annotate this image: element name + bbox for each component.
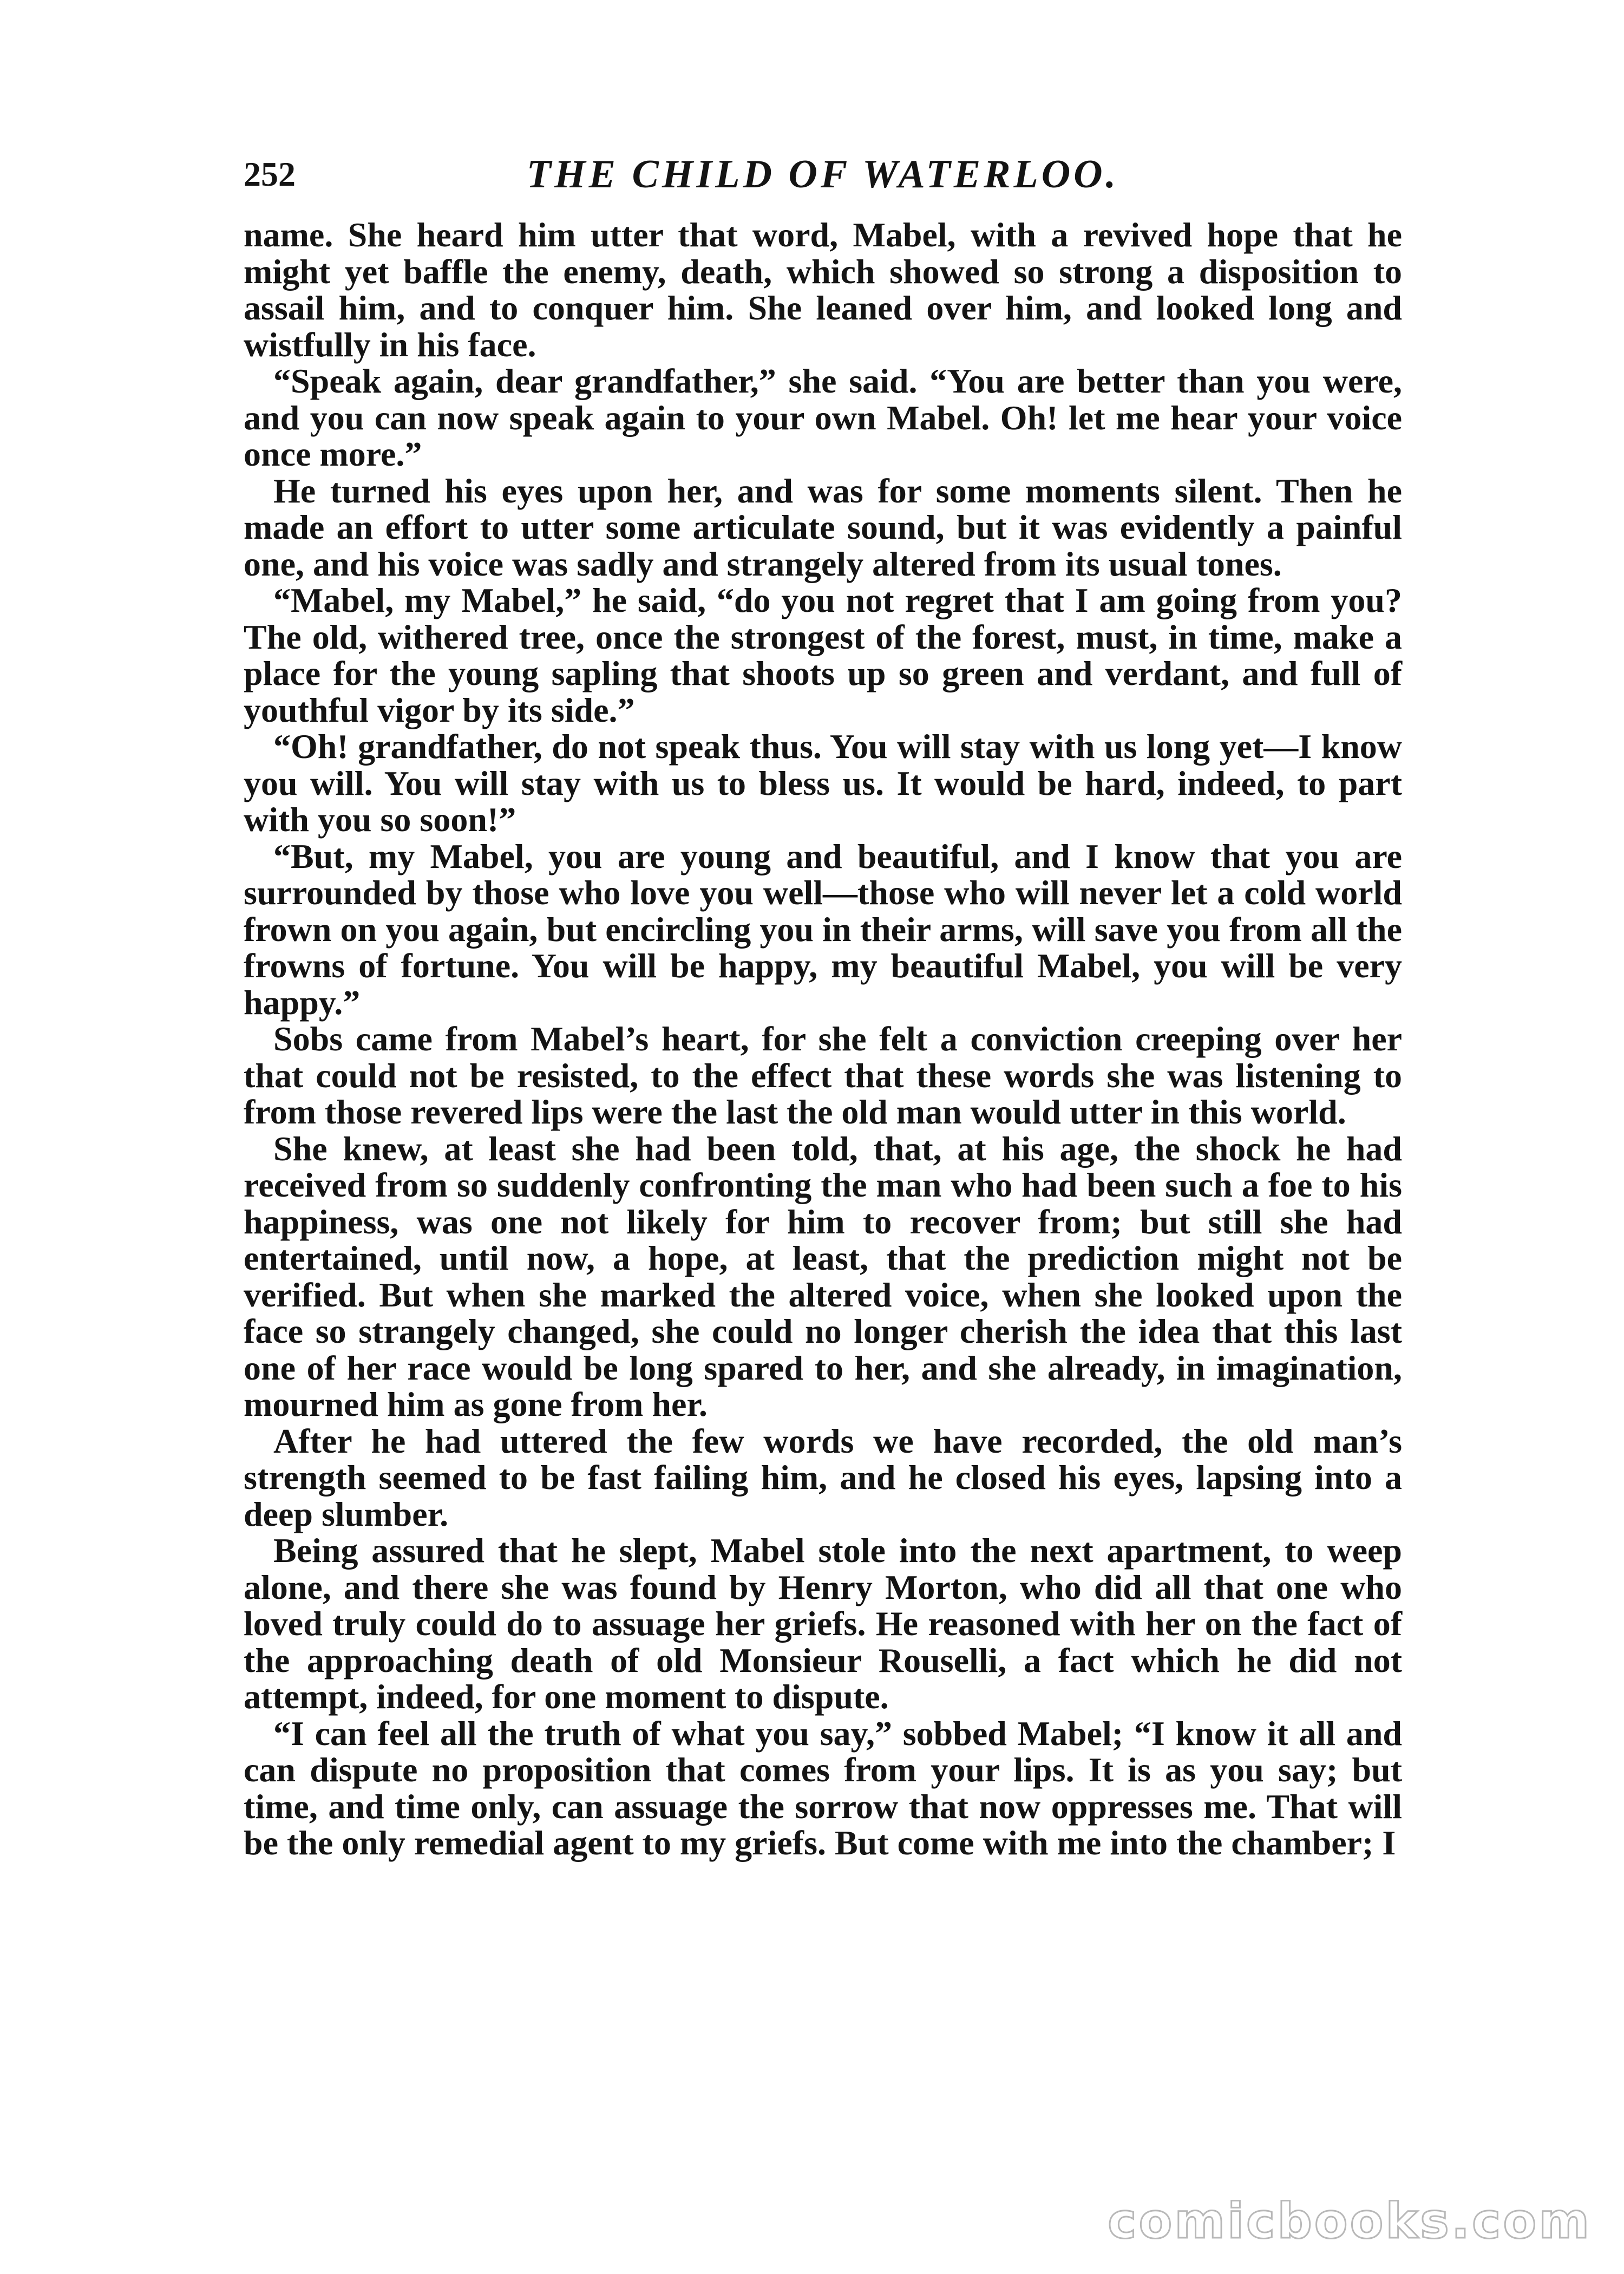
- paragraph: “I can feel all the truth of what you say,” sobbed Mabel; “I know it all and can dispute no proposition that comes from your lips. It is as you say; but time, and time only, can assuage the sorrow that now oppresses me. That will be the only remedial agent to my griefs. But come with me into the chamber; I: [244, 1714, 1402, 1862]
- paragraph: “But, my Mabel, you are young and beautiful, and I know that you are surrounded by those who love you well—those who will never let a cold world frown on you again, but encircling you in their arms, will save you from all the frowns of fortune. You will be happy, my beautiful Mabel, you will be very happy.”: [244, 837, 1402, 1022]
- paragraph: Being assured that he slept, Mabel stole into the next apartment, to weep alone, and there she was found by Henry Morton, who did all that one who loved truly could do to assuage her griefs. He reasoned with her on the fact of the approaching death of old Monsieur Rouselli, a fact which he did not attempt, indeed, for one moment to dispute.: [244, 1531, 1402, 1716]
- body-text: [244, 217, 1402, 1861]
- paragraph: Sobs came from Mabel’s heart, for she felt a conviction creeping over her that could not be resisted, to the effect that these words she was listening to from those revered lips were the last the old man would utter in this world.: [244, 1020, 1402, 1131]
- paragraph: After he had uttered the few words we have recorded, the old man’s strength seemed to be fast failing him, and he closed his eyes, lapsing into a deep slumber.: [244, 1421, 1402, 1533]
- paragraph: “Mabel, my Mabel,” he said, “do you not regret that I am going from you? The old, withered tree, once the strongest of the forest, must, in time, make a place for the young sapling that shoots up so green and verdant, and full of youthful vigor by its side.”: [244, 581, 1402, 729]
- paragraph: He turned his eyes upon her, and was for some moments silent. Then he made an effort to utter some articulate sound, but it was evidently a painful one, and his voice was sadly and strangely altered from its usual tones.: [244, 471, 1402, 583]
- page-number: 252: [244, 155, 296, 193]
- paragraph: She knew, at least she had been told, that, at his age, the shock he had received from so suddenly confronting the man who had been such a foe to his happiness, was one not likely for him to recover from; but still she had entertained, until now, a hope, at least, that the prediction might not be verified. But when she marked the altered voice, when she looked upon the face so strangely changed, she could no longer cherish the idea that this last one of her race would be long spared to her, and she already, in imagination, mourned him as gone from her.: [244, 1129, 1402, 1423]
- paragraph: “Oh! grandfather, do not speak thus. You will stay with us long yet—I know you will. You will stay with us to bless us. It would be hard, indeed, to part with you so soon!”: [244, 727, 1402, 839]
- book-page: [244, 146, 1402, 2149]
- site-watermark: comicbooks.com: [1108, 2193, 1592, 2250]
- paragraph: “Speak again, dear grandfather,” she said. “You are better than you were, and you can now speak again to your own Mabel. Oh! let me hear your voice once more.”: [244, 362, 1402, 473]
- running-title: THE CHILD OF WATERLOO.: [526, 152, 1119, 197]
- running-head: [244, 146, 1402, 206]
- paragraph: name. She heard him utter that word, Mabel, with a revived hope that he might yet baffle the enemy, death, which showed so strong a disposition to assail him, and to conquer him. She leaned over him, and looked long and wistfully in his face.: [244, 215, 1402, 364]
